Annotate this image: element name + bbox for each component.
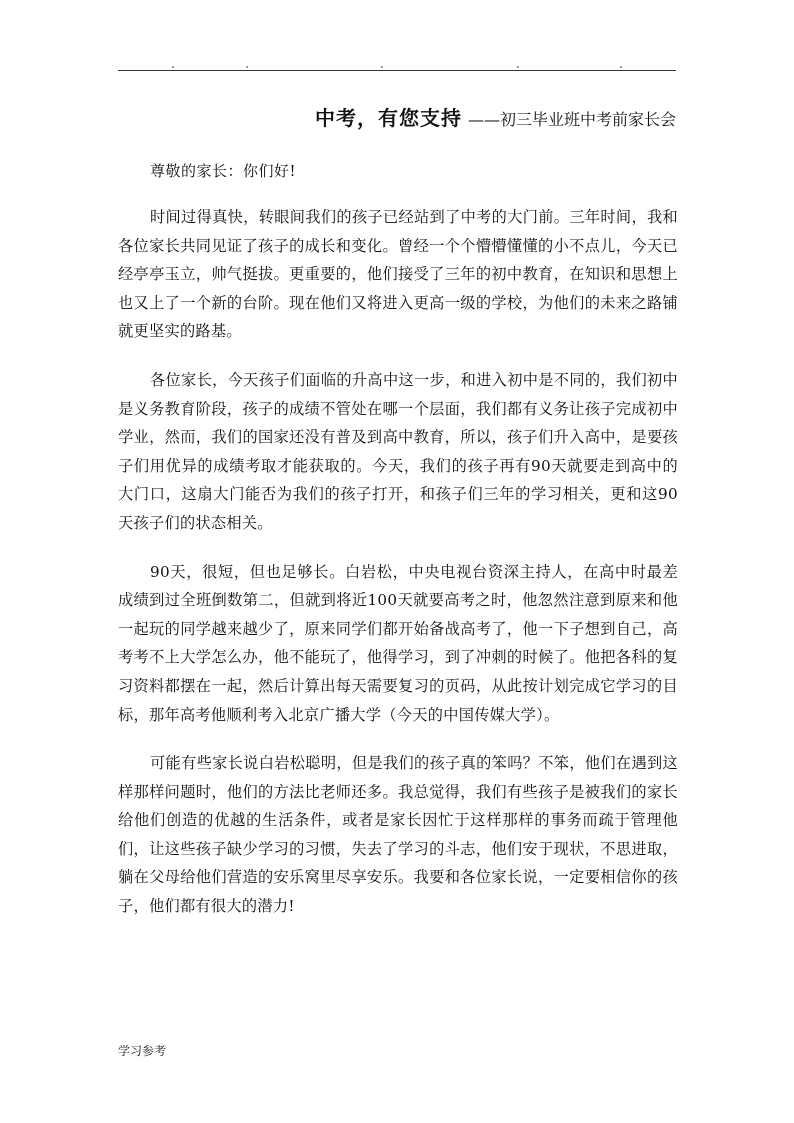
header-dot xyxy=(517,66,519,68)
header-dot xyxy=(172,66,174,68)
title-main: 中考，有您支持 xyxy=(314,106,462,130)
document-title xyxy=(315,102,676,131)
title-subtitle: ——初三毕业班中考前家长会 xyxy=(467,110,676,129)
header-dot xyxy=(246,66,248,68)
header-dot xyxy=(620,66,622,68)
paragraph: 时间过得真快，转眼间我们的孩子已经站到了中考的大门前。三年时间，我和各位家长共同见证了孩子的成长和变化。曾经一个个懵懵懂懂的小不点儿，今天已经亭亭玉立，帅气挺拔。更重要的，他们接受了三年的初中教育，在知识和思想上也又上了一个新的台阶。现在他们又将进入更高一级的学校，为他们的未来之路铺就更坚实的路基。 xyxy=(118,208,678,341)
footer-label: 学习参考 xyxy=(118,1044,167,1058)
header-rule xyxy=(118,70,676,71)
paragraph: 可能有些家长说白岩松聪明，但是我们的孩子真的笨吗？不笨，他们在遇到这样那样问题时，他们的方法比老师还多。我总觉得，我们有些孩子是被我们的家长给他们创造的优越的生活条件，或者是家长因忙于这样那样的事务而疏于管理他们，让这些孩子缺少学习的习惯，失去了学习的斗志，他们安于现状，不思进取，躺在父母给他们营造的安乐窝里尽享安乐。我要和各位家长说，一定要相信你的孩子，他们都有很大的潜力! xyxy=(118,754,678,916)
header-dot xyxy=(381,66,383,68)
paragraph: 90天，很短，但也足够长。白岩松，中央电视台资深主持人，在高中时最差成绩到过全班倒数第二，但就到将近100天就要高考之时，他忽然注意到原来和他一起玩的同学越来越少了，原来同学们都开始备战高考了，他一下子想到自己，高考考不上大学怎么办，他不能玩了，他得学习，到了冲刺的时候了。他把各科的复习资料都摆在一起，然后计算出每天需要复习的页码，从此按计划完成它学习的目标，那年高考他顺利考入北京广播大学（今天的中国传媒大学）。 xyxy=(118,562,678,724)
paragraph: 各位家长，今天孩子们面临的升高中这一步，和进入初中是不同的，我们初中是义务教育阶段，孩子的成绩不管处在哪一个层面，我们都有义务让孩子完成初中学业，然而，我们的国家还没有普及到高中教育，所以，孩子们升入高中，是要孩子们用优异的成绩考取才能获取的。今天，我们的孩子再有90天就要走到高中的大门口，这扇大门能否为我们的孩子打开，和孩子们三年的学习相关，更和这90天孩子们的状态相关。 xyxy=(118,370,678,532)
document-body xyxy=(118,203,678,941)
greeting: 尊敬的家长：你们好! xyxy=(150,162,297,180)
